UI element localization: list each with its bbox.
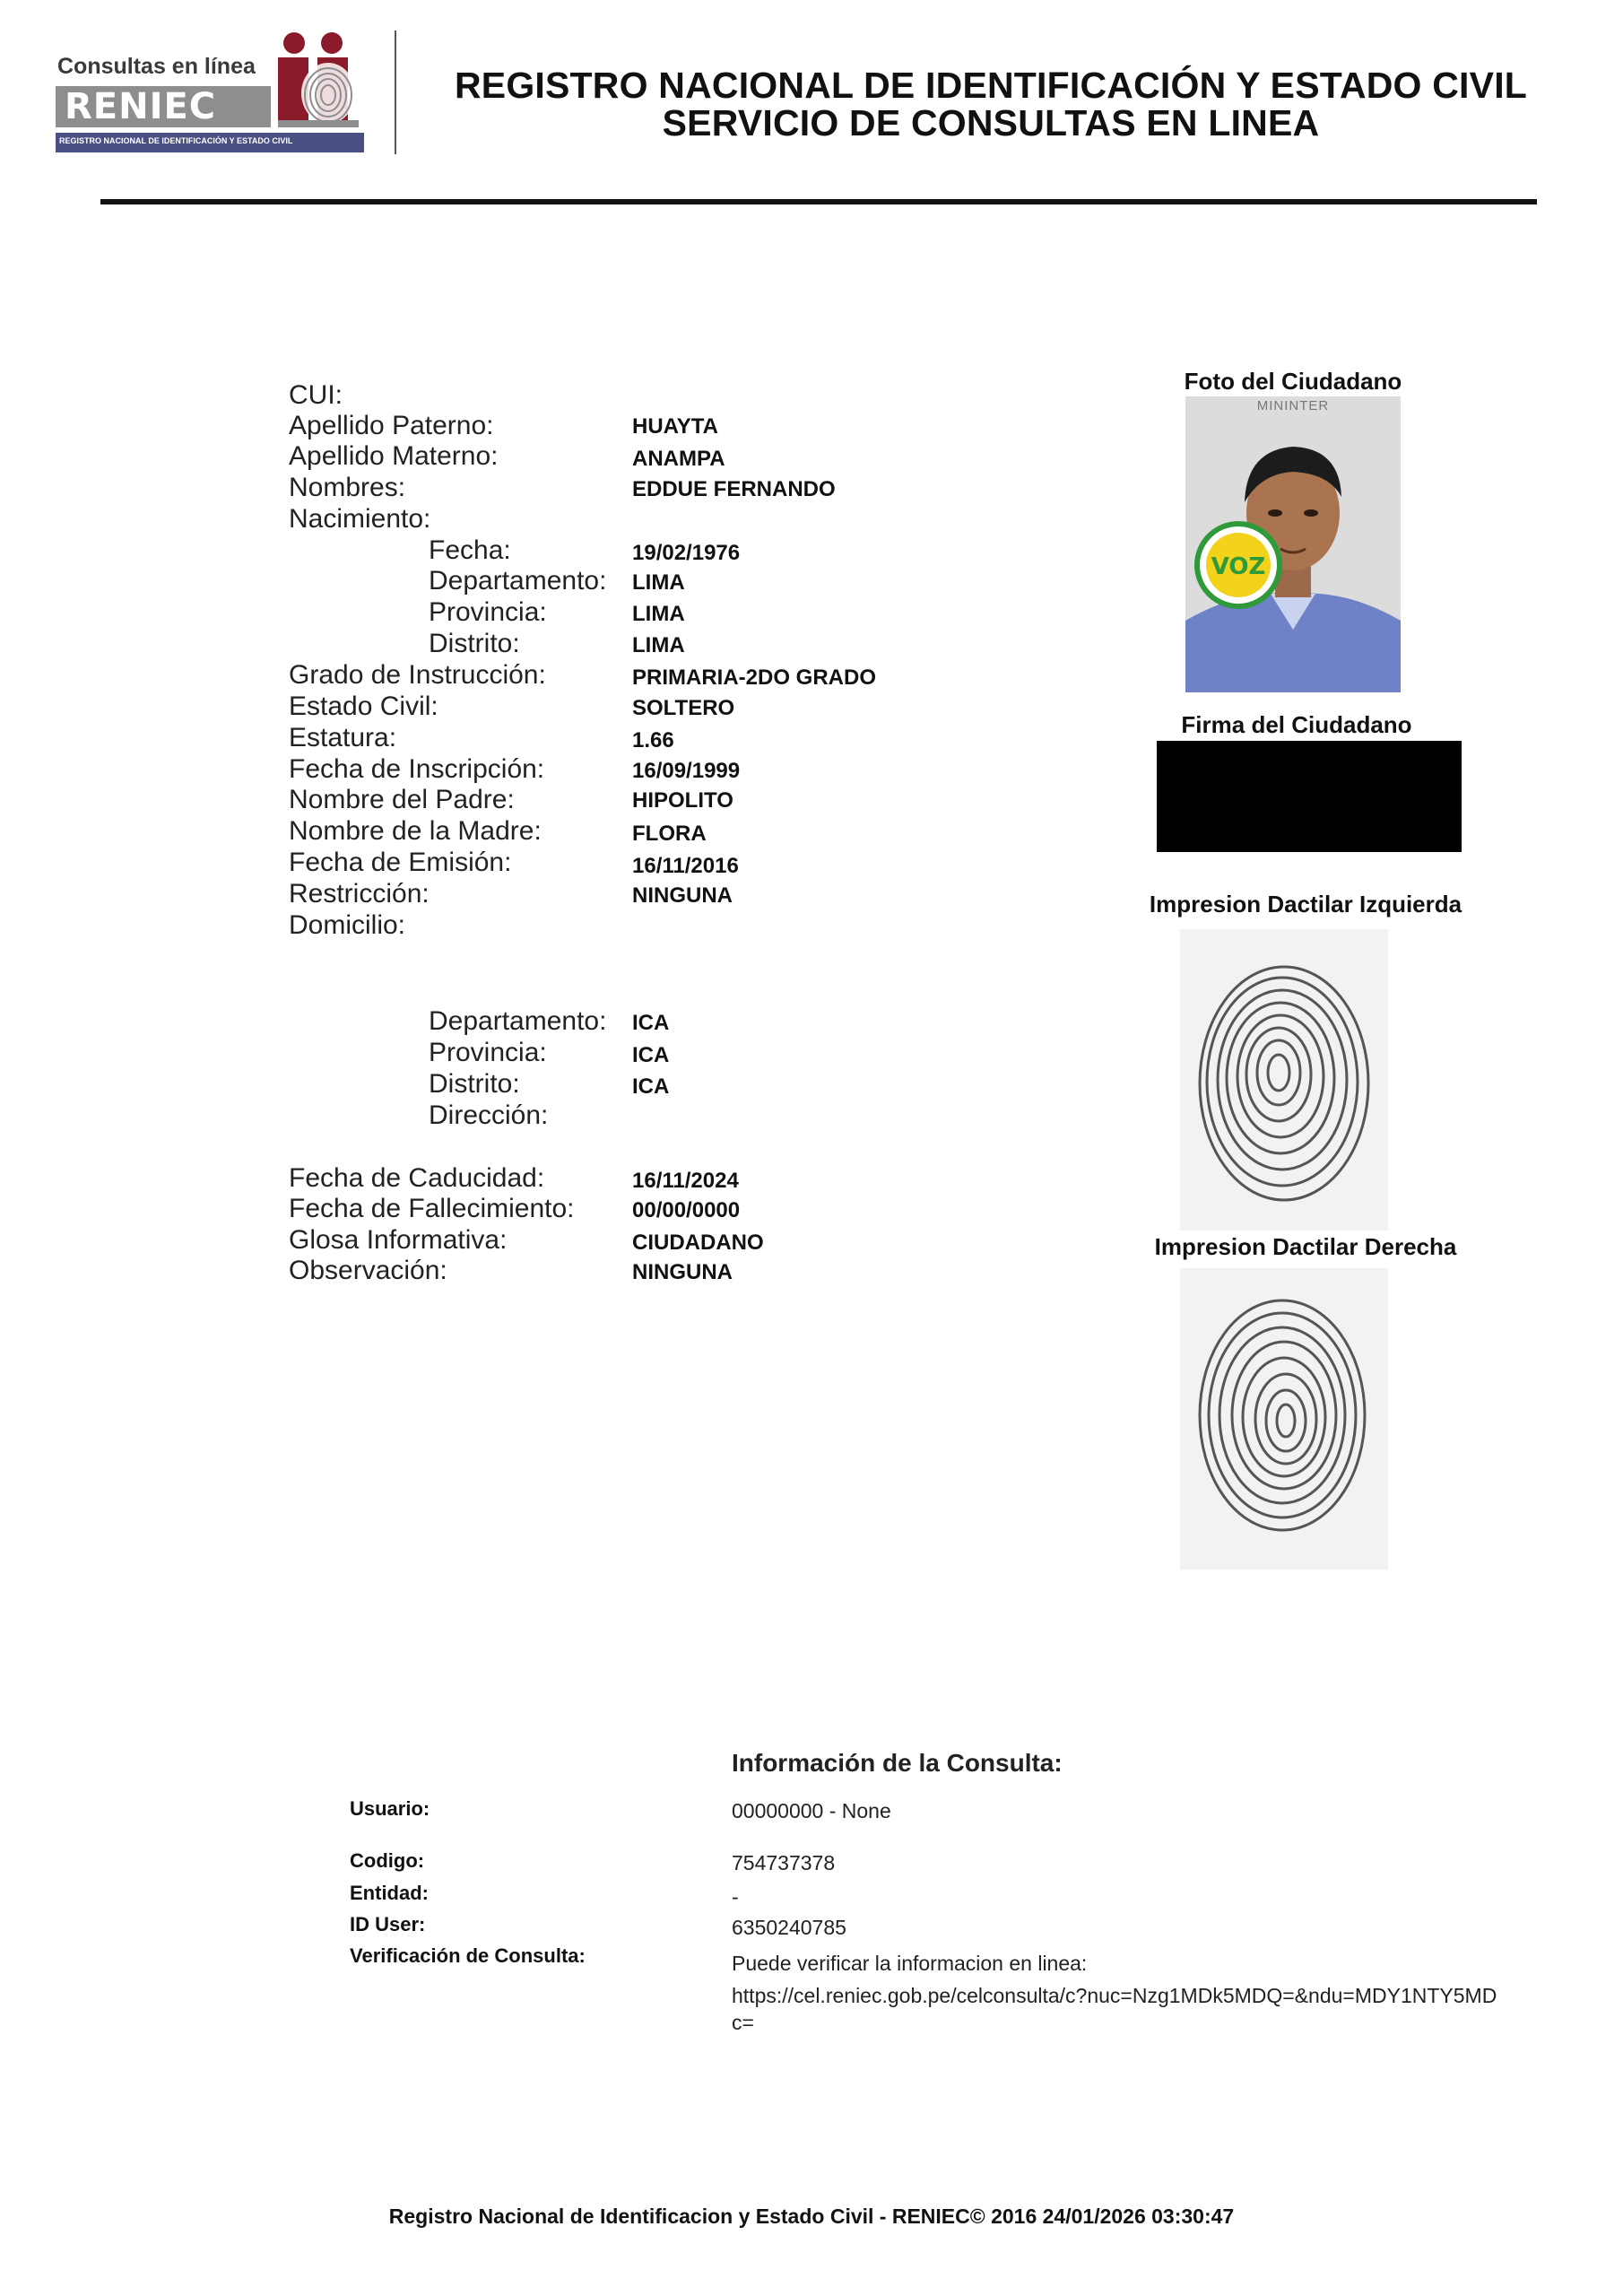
domicilio-departamento-label: Departamento: bbox=[429, 1006, 607, 1036]
observacion-label: Observación: bbox=[289, 1256, 447, 1285]
fecha-fallecimiento-label: Fecha de Fallecimiento: bbox=[289, 1194, 575, 1223]
fecha-emision-value: 16/11/2016 bbox=[632, 854, 739, 878]
nacimiento-departamento-value: LIMA bbox=[632, 570, 685, 595]
verificacion-url-continued[interactable]: c= bbox=[732, 2011, 754, 2034]
header-divider bbox=[395, 30, 396, 154]
fecha-inscripcion-label: Fecha de Inscripción: bbox=[289, 754, 545, 784]
nacimiento-fecha-label: Fecha: bbox=[429, 535, 511, 565]
apellido-paterno-value: HUAYTA bbox=[632, 414, 719, 439]
nombre-padre-value: HIPOLITO bbox=[632, 788, 733, 813]
usuario-label: Usuario: bbox=[350, 1797, 430, 1820]
watermark-logo-icon bbox=[1191, 520, 1286, 610]
fecha-emision-label: Fecha de Emisión: bbox=[289, 848, 512, 877]
nombres-value: EDDUE FERNANDO bbox=[632, 477, 836, 501]
codigo-value: 754737378 bbox=[732, 1851, 836, 1874]
nombre-madre-value: FLORA bbox=[632, 822, 707, 846]
apellido-paterno-label: Apellido Paterno: bbox=[289, 411, 494, 440]
nacimiento-distrito-label: Distrito: bbox=[429, 629, 520, 658]
fecha-inscripcion-value: 16/09/1999 bbox=[632, 759, 741, 783]
domicilio-label: Domicilio: bbox=[289, 910, 406, 940]
usuario-value: 00000000 - None bbox=[732, 1799, 891, 1822]
photo-caption: MININTER bbox=[1256, 398, 1330, 413]
logo-wordmark: RENIEC bbox=[65, 86, 217, 127]
estatura-label: Estatura: bbox=[289, 723, 397, 752]
id-user-value: 6350240785 bbox=[732, 1916, 846, 1939]
nacimiento-departamento-label: Departamento: bbox=[429, 566, 607, 596]
restriccion-label: Restricción: bbox=[289, 879, 430, 909]
photo-title: Foto del Ciudadano bbox=[1184, 368, 1402, 395]
estado-civil-label: Estado Civil: bbox=[289, 691, 438, 721]
verificacion-label: Verificación de Consulta: bbox=[350, 1944, 586, 1967]
domicilio-distrito-label: Distrito: bbox=[429, 1069, 520, 1099]
nacimiento-provincia-value: LIMA bbox=[632, 602, 685, 626]
glosa-informativa-value: CIUDADANO bbox=[632, 1231, 764, 1255]
domicilio-provincia-value: ICA bbox=[632, 1043, 670, 1067]
grado-instruccion-value: PRIMARIA-2DO GRADO bbox=[632, 665, 877, 690]
fecha-caducidad-label: Fecha de Caducidad: bbox=[289, 1163, 545, 1193]
estatura-value: 1.66 bbox=[632, 728, 674, 752]
apellido-materno-label: Apellido Materno: bbox=[289, 441, 499, 471]
watermark-text: VOZ bbox=[1211, 553, 1266, 580]
signature-title: Firma del Ciudadano bbox=[1181, 711, 1412, 738]
right-fingerprint-title: Impresion Dactilar Derecha bbox=[1154, 1233, 1457, 1260]
fecha-caducidad-value: 16/11/2024 bbox=[632, 1169, 739, 1193]
nacimiento-provincia-label: Provincia: bbox=[429, 597, 547, 627]
left-fingerprint bbox=[1180, 929, 1388, 1231]
entidad-label: Entidad: bbox=[350, 1882, 429, 1904]
glosa-informativa-label: Glosa Informativa: bbox=[289, 1225, 508, 1255]
page-subtitle: SERVICIO DE CONSULTAS EN LINEA bbox=[662, 102, 1320, 144]
header-rule bbox=[100, 199, 1537, 204]
page-title: REGISTRO NACIONAL DE IDENTIFICACIÓN Y ESTADO CIVIL bbox=[454, 65, 1528, 106]
apellido-materno-value: ANAMPA bbox=[632, 447, 725, 471]
nacimiento-fecha-value: 19/02/1976 bbox=[632, 541, 741, 565]
right-fingerprint-icon bbox=[1180, 1268, 1388, 1570]
verificacion-url[interactable]: https://cel.reniec.gob.pe/celconsulta/c?nuc=Nzg1MDk5MDQ=&ndu=MDY1NTY5MD bbox=[732, 1984, 1497, 2007]
nacimiento-label: Nacimiento: bbox=[289, 504, 431, 534]
verificacion-text: Puede verificar la informacion en linea: bbox=[732, 1952, 1088, 1975]
nombre-madre-label: Nombre de la Madre: bbox=[289, 816, 542, 846]
entidad-value: - bbox=[732, 1885, 739, 1909]
nacimiento-distrito-value: LIMA bbox=[632, 633, 685, 657]
grado-instruccion-label: Grado de Instrucción: bbox=[289, 660, 546, 690]
domicilio-provincia-label: Provincia: bbox=[429, 1038, 547, 1067]
page-footer: Registro Nacional de Identificacion y Estado Civil - RENIEC© 2016 24/01/2026 03:30:47 bbox=[388, 2205, 1235, 2228]
domicilio-departamento-value: ICA bbox=[632, 1011, 670, 1035]
left-fingerprint-title: Impresion Dactilar Izquierda bbox=[1149, 891, 1462, 918]
citizen-signature bbox=[1157, 741, 1462, 852]
consulta-title: Información de la Consulta: bbox=[732, 1749, 1063, 1777]
domicilio-direccion-label: Dirección: bbox=[429, 1100, 549, 1130]
right-fingerprint bbox=[1180, 1268, 1388, 1570]
nombre-padre-label: Nombre del Padre: bbox=[289, 785, 515, 814]
logo-caption: Consultas en línea bbox=[57, 54, 256, 79]
observacion-value: NINGUNA bbox=[632, 1260, 733, 1284]
cui-label: CUI: bbox=[289, 380, 343, 410]
codigo-label: Codigo: bbox=[350, 1849, 425, 1872]
reniec-people-icon bbox=[273, 30, 364, 131]
domicilio-distrito-value: ICA bbox=[632, 1074, 670, 1099]
estado-civil-value: SOLTERO bbox=[632, 696, 735, 720]
left-fingerprint-icon bbox=[1180, 929, 1388, 1231]
logo-subtitle: REGISTRO NACIONAL DE IDENTIFICACIÓN Y ESTADO CIVIL bbox=[59, 136, 293, 145]
fecha-fallecimiento-value: 00/00/0000 bbox=[632, 1198, 741, 1222]
restriccion-value: NINGUNA bbox=[632, 883, 733, 908]
nombres-label: Nombres: bbox=[289, 473, 406, 502]
id-user-label: ID User: bbox=[350, 1913, 426, 1935]
